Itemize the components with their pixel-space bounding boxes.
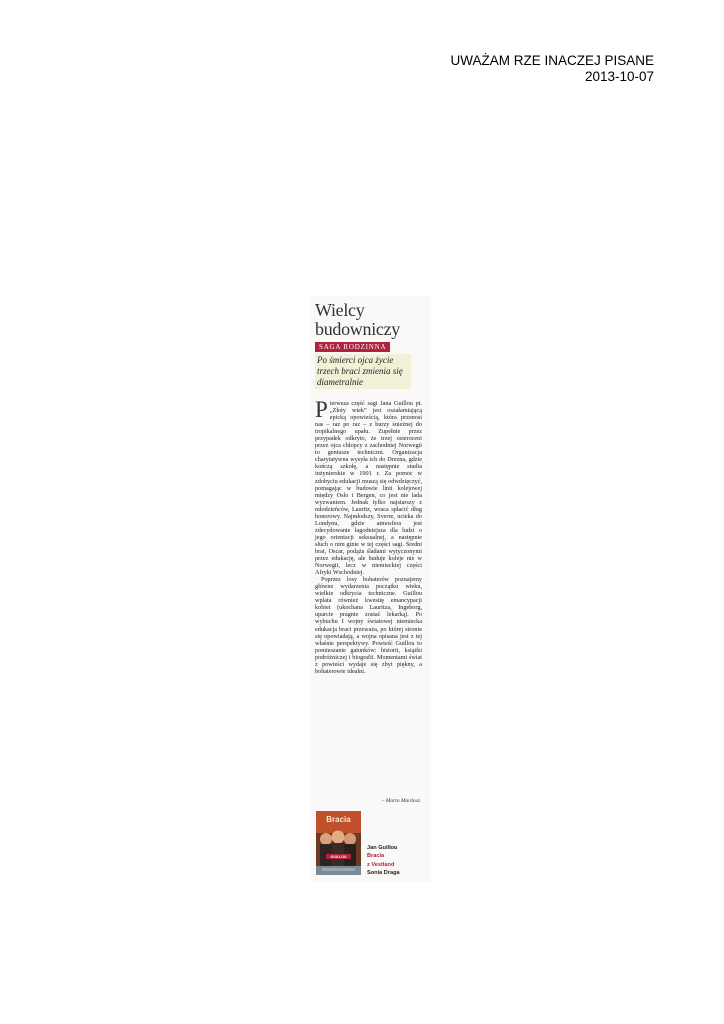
paragraph: [315, 397, 422, 577]
article-body: [315, 397, 422, 675]
source-label: UWAŻAM RZE INACZEJ PISANE: [450, 53, 654, 68]
cover-title-text: Bracia: [326, 815, 351, 824]
article-lead: Po śmierci ojca życie trzech braci zmienia się diametralnie: [315, 354, 411, 389]
book-publisher: Sonia Draga: [367, 869, 400, 876]
cover-author-text: GUILLOU: [330, 855, 347, 860]
author-signature: – Marta Mardosz: [381, 798, 420, 804]
book-title-line1: Bracia: [367, 853, 385, 860]
date-label: 2013-10-07: [584, 69, 654, 84]
book-info: [367, 844, 427, 877]
book-title-line2: z Vestland: [367, 861, 395, 868]
rubric-badge: SAGA RODZINNA: [315, 342, 390, 352]
book-cover-image: [316, 811, 361, 875]
paragraph: Poprzez losy bohaterów poznajemy główne wydarzenia początku wieku, wielkie odkrycia techniczne. Guillou wplata również kwestię emancypacji kobiet (ukochana Lauritza, Ingeborg, uparcie pragnie zostać lekarką). Po wybuchu I wojny światowej niemiecka edukacja braci przeważa, po której stronie się opowiadają, a wojna opisana jest z tej właśnie perspektywy. Powieść Guillou to pomieszanie gatunków: historii, książki podróżniczej i biografii. Momentami świat z powieści wydaje się zbyt piękny, a bohaterowie idealni.: [315, 576, 422, 675]
article-headline: Wielcy budowniczy: [315, 300, 400, 339]
dropcap: P: [315, 397, 328, 422]
document-header: [450, 53, 654, 85]
press-clipping: [310, 296, 431, 882]
paragraph-text: ierwsza część sagi Jana Guillou pt. „Złoty wiek” jest oszałamiającą epicką opowieścią, która przenosi nas – raz po raz – z burzy śnieżnej do tropikalnego upału. Zupełnie przez przypadek odkryto, że trzej osieroceni przez ojca chłopcy z zachodniej Norwegii to geniusze techniczni. Organizacja charytatywna wysyła ich do Drezna, gdzie kończą szkołę, a następnie studia inżynierskie w 1901 r. Za pomoc w zdobyciu edukacji muszą się odwdzięczyć, pomagając w budowie linii kolejowej między Oslo i Bergen, co jest nie lada wyzwaniem. Jednak tylko najstarszy z młodzieńców, Lauritz, wraca spłacić dług honorowy. Najmłodszy, Sverre, ucieka do Londynu, gdzie atmosfera jest zdecydowanie łagodniejsza dla ludzi o jego orientacji seksualnej, a następnie słuch o nim ginie w tej części sagi. Średni brat, Oscar, podąża śladami wytyczonymi przez edukację, ale buduje koleje nie w Norwegii, lecz w niemieckiej części Afryki Wschodniej.: [315, 400, 422, 577]
book-author: Jan Guillou: [367, 845, 398, 851]
